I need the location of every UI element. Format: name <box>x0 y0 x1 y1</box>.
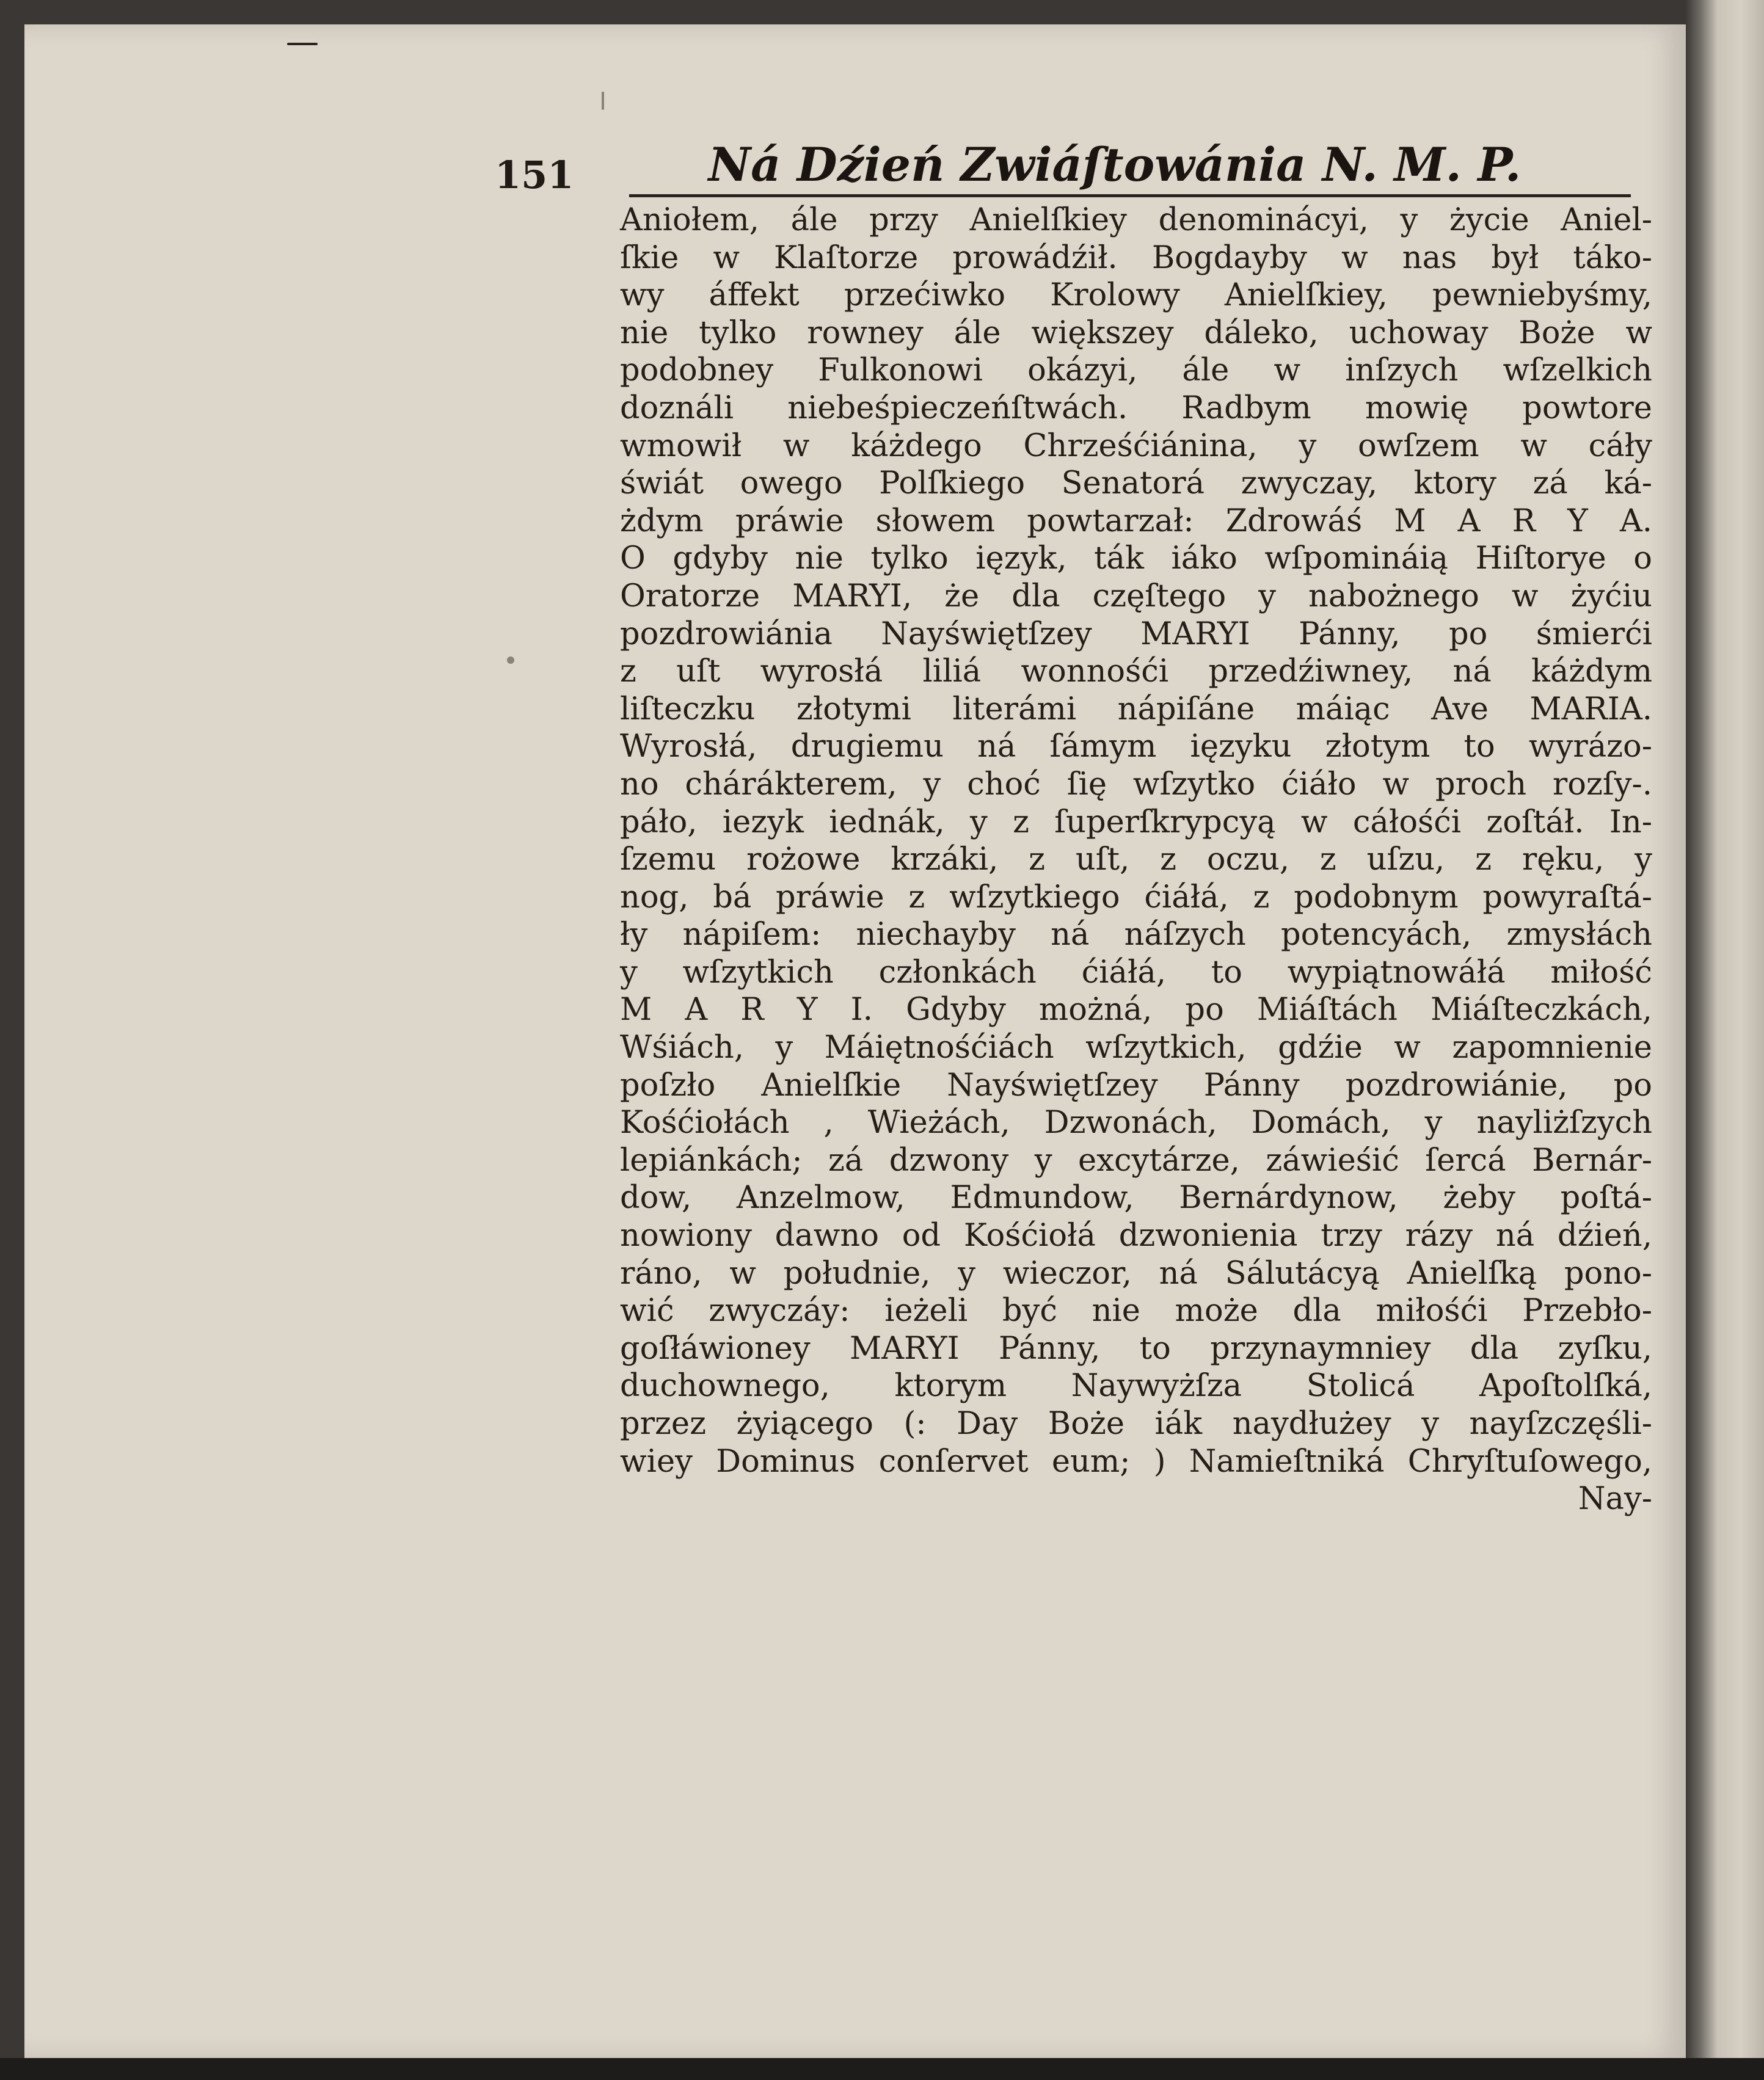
text-line: lepiánkách; zá dzwony y excytárze, záwieśić ſercá Bernár- <box>620 1142 1652 1179</box>
text-line: liſteczku złotymi literámi nápiſáne máiąc Ave MARIA. <box>620 691 1652 727</box>
text-line: ráno, w południe, y wieczor, ná Sálutácyą Anielſką pono- <box>620 1255 1652 1292</box>
text-line: wy áffekt przećiwko Krolowy Anielſkiey, pewniebyśmy, <box>620 277 1652 314</box>
text-line: wiey Dominus conſervet eum; ) Namieſtniká Chryſtuſowego, <box>620 1443 1652 1480</box>
text-line: nie tylko rowney ále większey dáleko, uchoway Boże w <box>620 315 1652 351</box>
text-line: M A R Y I. Gdyby możná, po Miáſtách Miáſteczkách, <box>620 992 1652 1028</box>
text-line: nog, bá práwie z wſzytkiego ćiáłá, z podobnym powyraſtá- <box>620 879 1652 915</box>
paper-speck <box>602 92 604 110</box>
text-line: Aniołem, ále przy Anielſkiey denominácyi, y życie Aniel- <box>620 202 1652 238</box>
text-line: ły nápiſem: niechayby ná náſzych potencyách, zmysłách <box>620 917 1652 953</box>
running-title: Ná Dźień Zwiáſtowánia N. M. P. <box>708 137 1522 192</box>
text-line: pozdrowiánia Nayświętſzey MARYI Pánny, po śmierći <box>620 616 1652 652</box>
text-line: doználi niebeśpieczeńſtwách. Radbym mowię powtore <box>620 390 1652 426</box>
text-line: O gdyby nie tylko ięzyk, ták iáko wſpomináią Hiſtorye o <box>620 540 1652 577</box>
catchword: Nay- <box>1578 1481 1652 1518</box>
text-line: świát owego Polſkiego Senatorá zwyczay, ktory zá ká- <box>620 465 1652 502</box>
text-line: y wſzytkich członkách ćiáłá, to wypiątnowáłá miłość <box>620 954 1652 991</box>
text-line: dow, Anzelmow, Edmundow, Bernárdynow, żeby poſtá- <box>620 1180 1652 1216</box>
body-text <box>620 202 1652 1518</box>
text-line: podobney Fulkonowi okázyi, ále w inſzych wſzelkich <box>620 352 1652 389</box>
header-rule <box>629 194 1631 197</box>
text-line: wmowił w káżdego Chrześćiánina, y owſzem w cáły <box>620 427 1652 464</box>
paper-speck <box>287 43 318 45</box>
text-line: ſkie w Klaſtorze prowádźił. Bogdayby w nas był táko- <box>620 239 1652 276</box>
scan-border <box>0 2058 1764 2080</box>
text-line: poſzło Anielſkie Nayświętſzey Pánny pozdrowiánie, po <box>620 1067 1652 1104</box>
text-line: páło, iezyk iednák, y z ſuperſkrypcyą w cáłośći zoſtáł. In- <box>620 804 1652 840</box>
text-line: nowiony dawno od Kośćiołá dzwonienia trzy rázy ná dźień, <box>620 1218 1652 1254</box>
text-line: żdym práwie słowem powtarzał: Zdrowáś M A R Y A. <box>620 503 1652 539</box>
text-line: duchownego, ktorym Naywyżſza Stolicá Apoſtolſká, <box>620 1368 1652 1405</box>
text-line: Kośćiołách , Wieżách, Dzwonách, Domách, y nayliżſzych <box>620 1105 1652 1141</box>
text-line: Wśiách, y Máiętnośćiách wſzytkich, gdźie w zapomnienie <box>620 1030 1652 1066</box>
text-line: przez żyiącego (: Day Boże iák naydłużey y nayſzczęśli- <box>620 1406 1652 1442</box>
text-line: Wyrosłá, drugiemu ná ſámym ięzyku złotym to wyrázo- <box>620 729 1652 765</box>
text-line: z uſt wyrosłá liliá wonnośći przedźiwney, ná káżdym <box>620 653 1652 690</box>
adjacent-page-edge <box>1686 0 1764 2080</box>
text-line: Oratorze MARYI, że dla częſtego y nabożnego w żyćiu <box>620 578 1652 614</box>
paper-speck <box>507 656 514 664</box>
page-number: 151 <box>495 153 574 197</box>
text-line: goſłáwioney MARYI Pánny, to przynaymniey dla zyſku, <box>620 1330 1652 1367</box>
text-line: ſzemu rożowe krzáki, z uſt, z oczu, z uſzu, z ręku, y <box>620 842 1652 878</box>
text-line: wić zwyczáy: ieżeli być nie może dla miłośći Przebło- <box>620 1293 1652 1329</box>
text-line: no chárákterem, y choć ſię wſzytko ćiáło w proch rozſy-. <box>620 766 1652 802</box>
